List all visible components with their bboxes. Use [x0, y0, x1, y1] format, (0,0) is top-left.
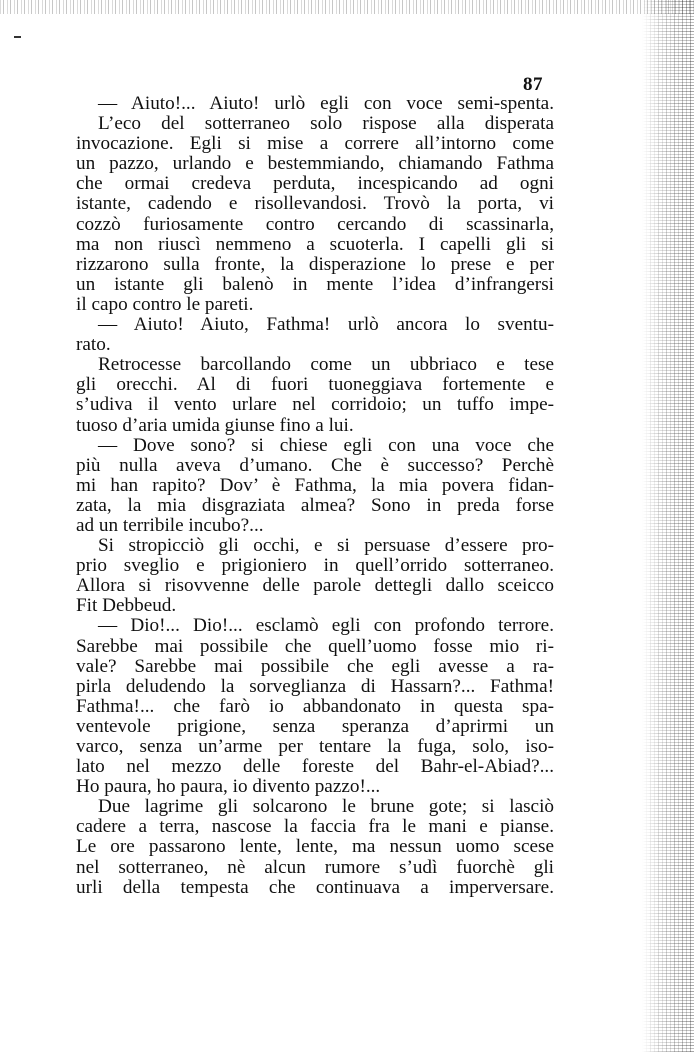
text-line: gli orecchi. Al di fuori tuoneggiava fortemente e [76, 374, 554, 396]
text-line: mi han rapito? Dov’ è Fathma, la mia povera fidan- [76, 474, 554, 496]
text-line: Ho paura, ho paura, io divento pazzo!... [76, 776, 381, 798]
text-line: il capo contro le pareti. [76, 293, 254, 315]
body-text [76, 94, 554, 898]
text-line: Sarebbe mai possibile che quell’uomo fosse mio ri- [76, 635, 554, 657]
text-line: prio sveglio e prigioniero in quell’orrido sotterraneo. [76, 555, 554, 577]
text-line: rato. [76, 334, 111, 356]
text-line: L’eco del sotterraneo solo rispose alla disperata [98, 113, 554, 135]
text-line: urli della tempesta che continuava a imperversare. [76, 876, 554, 898]
text-line: nel sotterraneo, nè alcun rumore s’udì fuorchè gli [76, 856, 554, 878]
text-line: un pazzo, urlando e bestemmiando, chiamando Fathma [76, 153, 554, 175]
text-line: ventevole prigione, senza speranza d’aprirmi un [76, 715, 554, 737]
text-line: lato nel mezzo delle foreste del Bahr-el-Abiad?... [76, 756, 554, 778]
text-line: pirla deludendo la sorveglianza di Hassarn?... Fathma! [76, 675, 554, 697]
text-line: cadere a terra, nascose la faccia fra le mani e pianse. [76, 816, 554, 838]
text-line: Le ore passarono lente, lente, ma nessun uomo scese [76, 836, 554, 858]
margin-mark [14, 36, 21, 38]
text-line: cozzò furiosamente contro cercando di scassinarla, [76, 213, 554, 235]
text-line: Due lagrime gli solcarono le brune gote; si lasciò [98, 796, 554, 818]
text-line: — Dove sono? si chiese egli con una voce che [98, 434, 554, 456]
text-line: Fathma!... che farò io abbandonato in questa spa- [76, 695, 554, 717]
text-line: Allora si risovvenne delle parole dettegli dallo sceicco [76, 575, 554, 597]
text-line: ad un terribile incubo?... [76, 514, 264, 536]
text-line: istante, cadendo e risollevandosi. Trovò la porta, vi [76, 193, 554, 215]
scan-edge-right [642, 0, 694, 1052]
text-line: Si stropicciò gli occhi, e si persuase d’essere pro- [98, 535, 554, 557]
text-line: varco, senza un’arme per tentare la fuga, solo, iso- [76, 736, 554, 757]
text-line: ma non riuscì nemmeno a scuoterla. I capelli gli si [76, 233, 554, 255]
text-line: un istante gli balenò in mente l’idea d’infrangersi [76, 273, 554, 295]
text-line: Retrocesse barcollando come un ubbriaco e tese [98, 354, 554, 376]
text-line: — Aiuto! Aiuto, Fathma! urlò ancora lo sventu- [98, 314, 554, 336]
text-line: Fit Debbeud. [76, 595, 177, 617]
text-line: — Dio!... Dio!... esclamò egli con profondo terrore. [98, 615, 554, 637]
text-line: — Aiuto!... Aiuto! urlò egli con voce semi-spenta. [98, 93, 554, 114]
text-line: invocazione. Egli si mise a correre all’intorno come [76, 133, 554, 155]
text-line: tuoso d’aria umida giunse fino a lui. [76, 414, 354, 436]
text-line: più nulla aveva d’umano. Che è successo? Perchè [76, 454, 554, 476]
text-line: rizzarono sulla fronte, la disperazione lo prese e per [76, 253, 554, 275]
page-number: 87 [523, 74, 543, 95]
text-line: vale? Sarebbe mai possibile che egli avesse a ra- [76, 655, 554, 677]
text-line: zata, la mia disgraziata almea? Sono in preda forse [76, 494, 554, 516]
text-line: che ormai credeva perduta, incespicando ad ogni [76, 173, 554, 195]
text-line: s’udiva il vento urlare nel corridoio; un tuffo impe- [76, 394, 554, 416]
scan-edge-top [0, 0, 694, 14]
